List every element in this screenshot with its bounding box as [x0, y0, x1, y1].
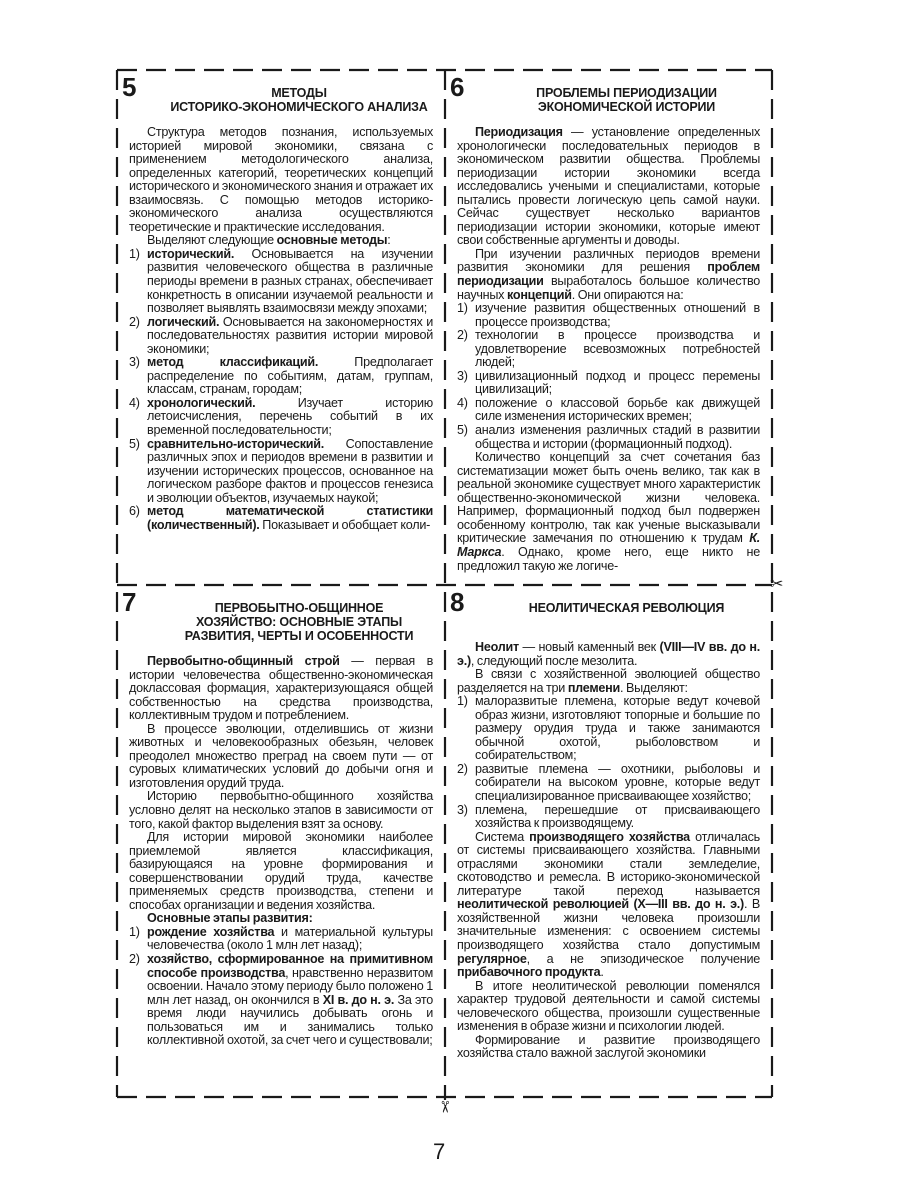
list-number: 2): [457, 328, 468, 343]
list-item: [457, 804, 760, 831]
list-item: [457, 370, 760, 397]
text-run: анализ изменения различных стадий в развитии общества и истории (формационный подход).: [475, 423, 760, 451]
text-run: . В хозяйственной жизни человека произошли значительные изменения: с освоением системы производящего хозяйства стало допустимым: [457, 897, 760, 953]
list-item: [129, 953, 433, 1048]
paragraph: [129, 126, 433, 234]
bold-term: исторический.: [147, 246, 235, 261]
paragraph: [457, 126, 760, 248]
list-number: 1): [457, 694, 468, 709]
list-item: [457, 695, 760, 763]
list-item: [129, 505, 433, 532]
list-item: [129, 438, 433, 506]
card-8: [445, 585, 772, 1097]
text-run: — первая в истории человечества общественно-экономическая доклассовая формация, характеризующаяся общей собственностью на средства производства, коллективным трудом и потреблением.: [129, 654, 434, 723]
paragraph: [129, 790, 433, 831]
text-run: выработалось большое количество научных: [457, 274, 760, 302]
list-number: 3): [129, 355, 140, 370]
card-title: [493, 591, 760, 629]
text-run: технологии в процессе производства и удовлетворение всевозможных потребностей людей;: [475, 328, 760, 370]
text-run: За это время люди научились добывать огонь и пользоваться им и занимались только коллективной охотой, за счет чего и существовали;: [147, 992, 434, 1048]
card-7: [117, 585, 445, 1097]
text-run: Показывает и обобщает коли-: [259, 517, 431, 532]
card-body: [457, 126, 760, 573]
card-body: [129, 655, 433, 1048]
text-run: Историю первобытно-общинного хозяйства условно делят на несколько этапов в зависимости от того, какой фактор выделения взят за основу.: [129, 789, 433, 831]
bold-term: регулярное: [457, 951, 527, 966]
bold-term: хронологический.: [147, 395, 256, 410]
paragraph: [457, 248, 760, 302]
bold-term: XI в. до н. э.: [322, 992, 395, 1007]
card-title-line: РАЗВИТИЯ, ЧЕРТЫ И ОСОБЕННОСТИ: [184, 629, 414, 643]
text-run: . Однако, кроме него, еще никто не предложил такую же логиче-: [457, 544, 760, 573]
list-number: 4): [457, 395, 468, 410]
text-run: , нравственно неразвитом освоении. Начало этому периоду было положено 1 млн лет назад, он окончился в: [147, 965, 434, 1007]
text-run: Формирование и развитие производящего хозяйства стало важной заслугой экономики: [457, 1032, 760, 1061]
text-run: , а не эпизодическое получение: [526, 951, 760, 966]
list-number: 3): [457, 368, 468, 383]
list-item: [129, 316, 433, 357]
card-title-line: ПЕРВОБЫТНО-ОБЩИННОЕ: [214, 601, 384, 615]
text-run: В связи с хозяйственной эволюцией общество разделяется на три: [457, 667, 760, 695]
paragraph: [457, 980, 760, 1034]
text-run: При изучении различных периодов времени развития экономики для решения: [457, 246, 760, 275]
paragraph: [129, 234, 433, 248]
card-body: [129, 126, 433, 532]
card-number: 5: [122, 72, 137, 102]
text-run: :: [387, 233, 391, 248]
text-run: племена, перешедшие от присваивающего хозяйства к производящему.: [475, 802, 760, 831]
card-title: [165, 591, 433, 643]
paragraph: [457, 451, 760, 573]
card-title-line: ЭКОНОМИЧЕСКОЙ ИСТОРИИ: [537, 100, 716, 114]
bold-term: племени: [567, 680, 621, 695]
card-title-line: ИСТОРИКО-ЭКОНОМИЧЕСКОГО АНАЛИЗА: [170, 100, 428, 114]
list-number: 2): [129, 952, 140, 967]
paragraph: [129, 655, 433, 723]
card-title-line: НЕОЛИТИЧЕСКАЯ РЕВОЛЮЦИЯ: [528, 601, 725, 615]
bold-term: хозяйство, сформированное на примитивном способе производства: [147, 952, 433, 980]
text-run: Изучает историю летоисчисления, перечень событий в их временной последовательности;: [147, 395, 433, 438]
list-item: [457, 302, 760, 329]
list-item: [129, 248, 433, 316]
card-title-line: ХОЗЯЙСТВО: ОСНОВНЫЕ ЭТАПЫ: [195, 615, 403, 629]
text-run: .: [600, 965, 604, 980]
scissors-icon: ✂: [435, 1100, 453, 1114]
bold-term: Основные этапы развития:: [147, 911, 313, 926]
paragraph: [457, 641, 760, 668]
list-number: 6): [129, 504, 140, 519]
bold-term: концепций: [506, 287, 572, 302]
paragraph: [129, 912, 433, 926]
text-run: Основывается на закономерностях и последовательностях развития истории мировой экономики;: [147, 314, 433, 356]
list-number: 1): [129, 924, 140, 939]
list-number: 4): [129, 395, 140, 410]
text-run: Система: [475, 829, 530, 844]
card-6: [445, 70, 772, 585]
text-run: отличалась от системы присваивающего хозяйства. Главными отраслями экономики стали земледелие, скотоводство и ремесла. В историко-экономической литературе такой переход называется: [457, 829, 760, 898]
paragraph: [129, 831, 433, 912]
text-run: положение о классовой борьбе как движущей силе изменения исторических времен;: [475, 395, 760, 424]
text-run: Предполагает распределение по событиям, датам, группам, классам, странам, городам;: [147, 355, 433, 397]
list-number: 1): [129, 246, 140, 261]
text-run: Сопоставление различных эпох и периодов времени в развитии и изучении исторических процессов, основанное на логическом разборе фактов и процессов генезиса и эволюции объектов, изучаемых наукой;: [147, 436, 433, 505]
list-number: 3): [457, 802, 468, 817]
list-item: [457, 329, 760, 370]
paragraph: [457, 831, 760, 980]
text-run: , следующий после мезолита.: [470, 653, 638, 668]
scissors-icon: ✂: [770, 576, 784, 593]
text-run: Выделяют следующие: [147, 233, 277, 248]
paragraph: [457, 668, 760, 695]
text-run: Для истории мировой экономики наиболее приемлемой является классификация, базирующаяся на уровне формирования и совершенствовании орудий труда, качестве применяемых средств производства, степени и способах организации и ведения хозяйства.: [129, 830, 433, 912]
bold-term: прибавочного продукта: [457, 965, 601, 980]
bold-term: сравнительно-исторический.: [147, 436, 325, 451]
text-run: Структура методов познания, используемых историей мировой экономики, связана с применением методологического анализа, определенных категорий, теоретических концепций исторического и экономического знания и отражает их взаимосвязь. С помощью методов историко-экономического анализа осуществляются теоретические и практические исследования.: [129, 125, 433, 234]
list-item: [129, 397, 433, 438]
bold-term: Первобытно-общинный строй: [147, 654, 340, 668]
list-item: [457, 397, 760, 424]
paragraph: [129, 723, 433, 791]
bold-term: рождение хозяйства: [147, 924, 275, 939]
text-run: — установление определенных хронологически последовательных периодов в экономическом развитии общества. Проблемы периодизации истории экономики всегда исследовались учеными и специалистами, которые пытались провести логическую цепь самой науки. Сейчас существует несколько вариантов периодизации истории экономики, которые имеют свои собственные аргументы и доводы.: [457, 125, 760, 248]
text-run: Основывается на изучении развития человеческого общества в различные периоды времени в разных странах, обеспечивает конкретность в описании изучаемой реальности и позволяет выявлять взаимосвязи между эпохами;: [147, 246, 433, 316]
bold-term: Периодизация: [475, 125, 563, 139]
card-title-line: МЕТОДЫ: [271, 86, 327, 100]
list-item: [129, 926, 433, 953]
text-run: В итоге неолитической революции поменялся характер трудовой деятельности и самой системы человеческого общества, произошли существенные изменения в образе жизни и психологии людей.: [457, 978, 760, 1034]
bold-term: неолитической революцией (X—III вв. до н. э.): [457, 897, 744, 912]
text-run: цивилизационный подход и процесс перемены цивилизаций;: [475, 368, 760, 397]
text-run: В процессе эволюции, отделившись от жизни животных и человекообразных обезьян, человек преодолел множество преград на своем пути — от суровых климатических условий до добычи огня и изготовления орудий труда.: [129, 721, 433, 790]
text-run: и материальной культуры человечества (около 1 млн лет назад);: [147, 924, 433, 953]
list-item: [129, 356, 433, 397]
text-run: изучение развития общественных отношений в процессе производства;: [475, 301, 760, 329]
bold-term: основные методы: [276, 233, 388, 248]
page-number: 7: [433, 1139, 446, 1164]
list-number: 5): [129, 436, 140, 451]
text-run: . Выделяют:: [620, 680, 688, 695]
card-title: [165, 76, 433, 114]
text-run: Количество концепций за счет сочетания баз систематизации может быть очень велико, так как в реальной экономике существует много характеристик общественно-экономической жизни человека. Например, формационный подход был подвержен особенному контролю, так как ученые высказывали критические замечания по отношению к трудам: [457, 450, 760, 546]
list-number: 5): [457, 423, 468, 438]
card-number: 8: [450, 587, 465, 617]
bold-term: проблем периодизации: [457, 260, 760, 289]
bold-term: Неолит: [475, 640, 519, 654]
card-number: 6: [450, 72, 465, 102]
text-run: малоразвитые племена, которые ведут кочевой образ жизни, изготовляют топорные и большие по размеру орудия труда и также занимаются обычной охотой, рыболовством и собирательством;: [475, 694, 760, 763]
text-run: . Они опираются на:: [571, 287, 684, 302]
list-number: 2): [457, 761, 468, 776]
card-5: [117, 70, 445, 585]
list-item: [457, 763, 760, 804]
card-body: [457, 641, 760, 1061]
text-run: развитые племена — охотники, рыболовы и собиратели на высоком уровне, которые ведут специализированное присваивающее хозяйство;: [475, 761, 760, 804]
bold-term: метод математической статистики (количественный).: [147, 504, 433, 532]
bold-term: (VIII—IV вв. до н. э.): [457, 640, 760, 668]
text-run: — новый каменный век: [518, 640, 660, 654]
card-title: [493, 76, 760, 114]
list-number: 1): [457, 301, 468, 316]
paragraph: [457, 1034, 760, 1061]
bold-term: производящего хозяйства: [529, 829, 690, 844]
card-number: 7: [122, 587, 137, 617]
bold-term: логический.: [147, 314, 220, 329]
card-title-line: ПРОБЛЕМЫ ПЕРИОДИЗАЦИИ: [536, 86, 717, 100]
list-number: 2): [129, 314, 140, 329]
list-item: [457, 424, 760, 451]
bold-term: метод классификаций.: [147, 355, 319, 370]
bold-term: К. Маркса: [457, 531, 760, 559]
